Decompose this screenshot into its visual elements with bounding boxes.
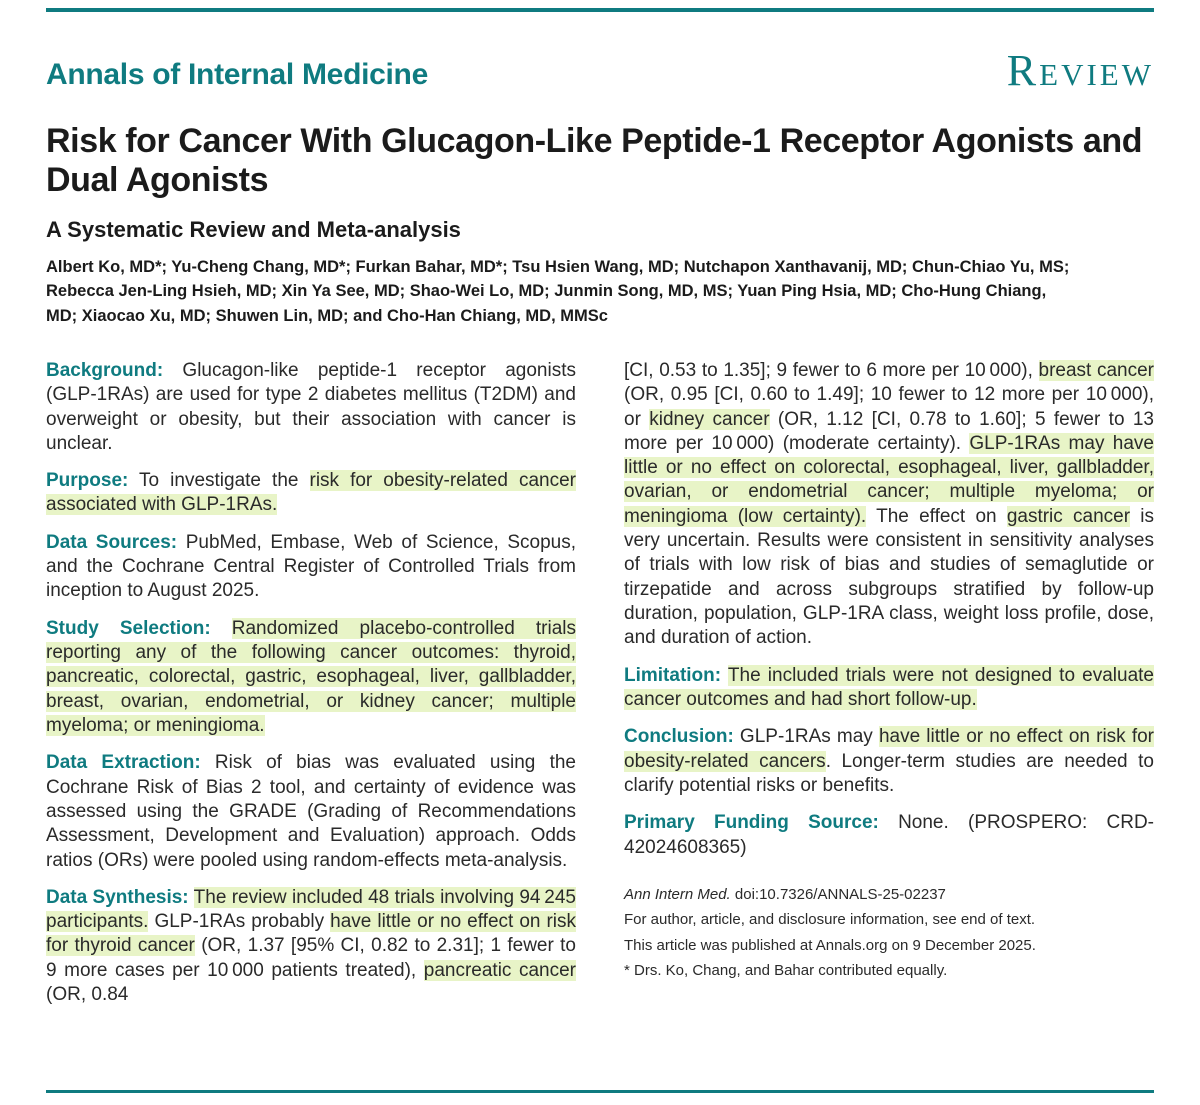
- section-label: Primary Funding Source:: [624, 812, 879, 834]
- text-run: This article was published at Annals.org on 9 December 2025.: [624, 936, 1036, 954]
- text-run: PubMed, Embase, Web of Science, Scopus, and the Cochrane Central Register of Controlled Trials from inception to August 2025.: [46, 531, 576, 602]
- abstract-paragraph: [46, 617, 576, 739]
- abstract-paragraph: [46, 359, 576, 456]
- journal-logo: Annals of Internal Medicine: [46, 57, 428, 91]
- text-run: (OR, 1.12 [CI, 0.78 to 1.60]; 5 fewer to 13 more per 10 000) (moderate certainty).: [624, 408, 1154, 454]
- abstract-paragraph: [46, 886, 576, 1008]
- highlighted-text: have little or no effect on risk for thyroid cancer: [46, 911, 576, 957]
- section-label: Purpose:: [46, 470, 129, 492]
- text-run: Ann Intern Med.: [624, 885, 731, 903]
- abstract-paragraph: [624, 725, 1154, 798]
- article-info-notes: [624, 884, 1154, 983]
- abstract: [46, 359, 1154, 1021]
- text-run: For author, article, and disclosure information, see end of text.: [624, 911, 1036, 929]
- highlighted-text: breast cancer: [1038, 359, 1154, 381]
- highlighted-text: have little or no effect on risk for obesity-related cancers: [624, 726, 1154, 772]
- text-run: [721, 665, 728, 686]
- highlighted-text: risk for obesity-related cancer associated with GLP-1RAs.: [46, 470, 576, 516]
- text-run: (OR, 0.95 [CI, 0.60 to 1.49]; 10 fewer to 12 more per 10 000), or: [624, 384, 1154, 430]
- abstract-paragraph: [46, 531, 576, 604]
- abstract-left-column: [46, 359, 576, 1021]
- abstract-paragraph: [624, 664, 1154, 713]
- text-run: [189, 887, 194, 908]
- abstract-paragraph: [46, 751, 576, 873]
- text-run: Risk of bias was evaluated using the Cochrane Risk of Bias 2 tool, and certainty of evidence was assessed using the GRADE (Grading of Recommendations Assessment, Development and Evaluation) approach. Odds ratios (ORs) were pooled using random-effects meta-analysis.: [46, 752, 577, 871]
- abstract-paragraph: [46, 469, 576, 518]
- article-info-note: [624, 909, 1154, 932]
- text-run: (OR, 0.84: [46, 984, 129, 1006]
- section-label: Conclusion:: [624, 726, 734, 748]
- article-info-note: [624, 935, 1154, 958]
- section-banner: Review: [1006, 46, 1154, 95]
- text-run: (OR, 1.37 [95% CI, 0.82 to 2.31]; 1 fewer to 9 more cases per 10 000 patients treated),: [46, 935, 576, 981]
- text-run: [CI, 0.53 to 1.35]; 9 fewer to 6 more per 10 000),: [624, 359, 1039, 381]
- section-label: Data Sources:: [46, 531, 178, 553]
- text-run: * Drs. Ko, Chang, and Bahar contributed equally.: [624, 962, 948, 980]
- text-run: doi:10.7326/ANNALS-25-02237: [730, 885, 946, 903]
- highlighted-text: kidney cancer: [649, 408, 770, 430]
- article-info-note: [624, 884, 1154, 907]
- bottom-rule: [46, 1090, 1154, 1093]
- highlighted-text: The review included 48 trials involving 94 245 participants.: [46, 886, 576, 933]
- masthead: [46, 0, 1154, 95]
- top-rule: [46, 8, 1154, 12]
- abstract-paragraph: [624, 811, 1154, 860]
- section-label: Study Selection:: [46, 617, 211, 639]
- author-list: Albert Ko, MD*; Yu-Cheng Chang, MD*; Furkan Bahar, MD*; Tsu Hsien Wang, MD; Nutchapon Xanthavanij, MD; Chun-Chiao Yu, MS; Rebecca Jen-Ling Hsieh, MD; Xin Ya See, MD; Shao-Wei Lo, MD; Junmin Song, MD, MS; Yuan Ping Hsia, MD; Cho-Hung Chiang, MD; Xiaocao Xu, MD; Shuwen Lin, MD; and Cho-Han Chiang, MD, MMSc: [46, 257, 1070, 326]
- article-info-note: [624, 960, 1154, 983]
- text-run: is very uncertain. Results were consistent in sensitivity analyses of trials with low risk of bias and studies of semaglutide or tirzepatide and across subgroups stratified by follow-up duration, population, GLP-1RA class, weight loss profile, dose, and duration of action.: [624, 505, 1154, 649]
- text-run: GLP-1RAs probably: [148, 911, 331, 933]
- text-run: Glucagon-like peptide-1 receptor agonists (GLP-1RAs) are used for type 2 diabetes mellitus (T2DM) and overweight or obesity, but their association with cancer is unclear.: [46, 359, 576, 454]
- text-run: [211, 618, 232, 639]
- highlighted-text: pancreatic cancer: [423, 959, 576, 981]
- highlighted-text: Randomized placebo-controlled trials reporting any of the following cancer outcomes: thyroid, pancreatic, colorectal, gastric, esophageal, liver, gallbladder, breast, ovarian, endometrial, or kidney cancer; multiple myeloma; or meningioma.: [46, 617, 576, 736]
- text-run: The effect on: [866, 505, 1007, 527]
- article-subtitle: A Systematic Review and Meta-analysis: [46, 216, 461, 242]
- highlighted-text: The included trials were not designed to evaluate cancer outcomes and had short follow-up.: [624, 664, 1155, 710]
- abstract-paragraph: [624, 359, 1154, 651]
- abstract-right-column: [624, 359, 1154, 1021]
- text-run: To investigate the: [128, 470, 310, 492]
- section-label: Data Extraction:: [46, 752, 201, 774]
- text-run: GLP-1RAs may: [733, 726, 879, 748]
- section-label: Limitation:: [624, 664, 722, 686]
- highlighted-text: GLP-1RAs may have little or no effect on colorectal, esophageal, liver, gallbladder, ovarian, or endometrial cancer; multiple myeloma; or meningioma (low certainty).: [624, 432, 1154, 527]
- article-title: Risk for Cancer With Glucagon-Like Peptide-1 Receptor Agonists and Dual Agonists: [46, 121, 1143, 200]
- text-run: . Longer-term studies are needed to clarify potential risks or benefits.: [624, 750, 1154, 796]
- section-label: Background:: [46, 359, 164, 381]
- text-run: None. (PROSPERO: CRD-42024608365): [624, 812, 1154, 858]
- highlighted-text: gastric cancer: [1006, 505, 1131, 527]
- section-label: Data Synthesis:: [46, 886, 189, 908]
